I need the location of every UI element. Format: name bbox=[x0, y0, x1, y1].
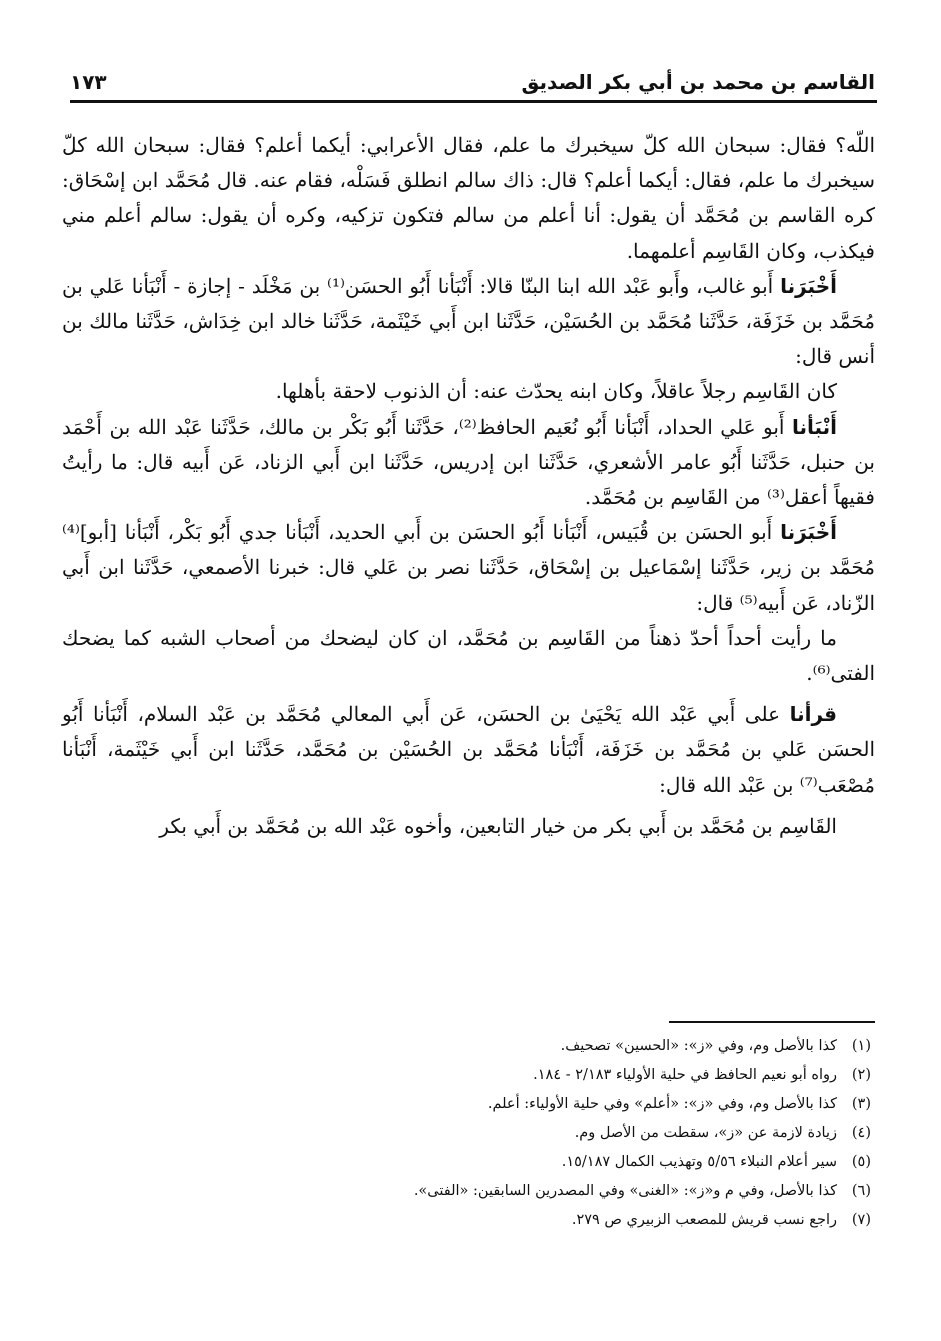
paragraph-8 bbox=[62, 809, 875, 844]
footnote-number: (٥) bbox=[851, 1154, 871, 1170]
paragraph-4 bbox=[62, 410, 875, 516]
paragraph-text: كان القَاسِم رجلاً عاقلاً، وكان ابنه يحدّث عنه: أن الذنوب لاحقة بأهلها. bbox=[275, 379, 837, 404]
paragraph-1 bbox=[62, 128, 875, 269]
page-number: ١٧٣ bbox=[70, 70, 107, 94]
footnote-text: كذا بالأصل، وفي م و«ز»: «الغنى» وفي المصدرين السابقين: «الفتى». bbox=[413, 1183, 837, 1199]
paragraph-text: أَبو عَلي الحداد، أَنْبَأنا أَبُو نُعَيم الحافظ⁽²⁾، حَدَّثَنا أَبُو بَكْر بن مالك، حَدَّثَنا عَبْد الله بن أَحْمَد بن حنبل، حَدَّثَنا أَبُو عامر الأشعري، حَدَّثَنا ابن إدريس، حَدَّثَنا ابن أَبي الزناد، عَن أَبيه قال: ما رأيتُ فقيهاً أعقل⁽³⁾ من القَاسِم بن مُحَمَّد. bbox=[62, 414, 875, 510]
paragraph-text: على أَبي عَبْد الله يَحْيَىٰ بن الحسَن، عَن أَبي المعالي مُحَمَّد بن عَبْد السلام، أَنْبَأنا أَبُو الحسَن عَلي بن مُحَمَّد بن خَزَفَة، أَنْبَأنا مُحَمَّد بن الحُسَيْن بن مُحَمَّد، حَدَّثَنا ابن أَبي خَيْثَمة، أَنْبَأنا مُصْعَب⁽⁷⁾ بن عَبْد الله قال: bbox=[62, 702, 875, 797]
footnote-5 bbox=[66, 1148, 871, 1177]
footnote-number: (٣) bbox=[851, 1096, 871, 1112]
footnote-6 bbox=[66, 1177, 871, 1206]
paragraph-2 bbox=[62, 269, 875, 375]
footnote-number: (٢) bbox=[851, 1067, 871, 1083]
footnote-number: (٦) bbox=[851, 1183, 871, 1199]
paragraph-text: القَاسِم بن مُحَمَّد بن أَبي بكر من خيار التابعين، وأخوه عَبْد الله بن مُحَمَّد بن أَبي بكر bbox=[159, 813, 837, 838]
paragraph-text: أَبو الحسَن بن قُبَيس، أَنْبَأنا أَبُو الحسَن بن أَبي الحديد، أَنْبَأنا جدي أَبُو بَكْر، أَنْبَأنا [أبو]⁽⁴⁾ مُحَمَّد بن زير، حَدَّثَنا إسْمَاعيل بن إسْحَاق، حَدَّثَنا نصر بن عَلي قال: خبرنا الأصمعي، حَدَّثَنا ابن أَبي الزّناد، عَن أَبيه⁽⁵⁾ قال: bbox=[62, 520, 875, 615]
footnote-rule bbox=[669, 1021, 875, 1023]
header-rule bbox=[70, 100, 877, 103]
footnote-3 bbox=[66, 1090, 871, 1119]
footnote-text: كذا بالأصل وم، وفي «ز»: «أعلم» وفي حلية الأولياء: أعلم. bbox=[487, 1096, 837, 1112]
paragraph-3 bbox=[62, 374, 875, 409]
running-title: القاسم بن محمد بن أبي بكر الصديق bbox=[521, 70, 875, 94]
footnote-number: (٤) bbox=[851, 1125, 871, 1141]
paragraph-text: ما رأيت أحداً أحدّ ذهناً من القَاسِم بن مُحَمَّد، ان كان ليضحك من أصحاب الشبه كما يضحك الفتى⁽⁶⁾. bbox=[62, 625, 875, 686]
footnote-text: زيادة لازمة عن «ز»، سقطت من الأصل وم. bbox=[574, 1125, 837, 1141]
running-head bbox=[70, 60, 875, 94]
paragraph-lead: أَنْبَأنا bbox=[791, 414, 838, 439]
footnote-1 bbox=[66, 1032, 871, 1061]
footnote-text: راجع نسب قريش للمصعب الزبيري ص ٢٧٩. bbox=[571, 1212, 837, 1228]
footnote-7 bbox=[66, 1206, 871, 1235]
footnote-text: سير أعلام النبلاء ٥/٥٦ وتهذيب الكمال ١٥/١٨٧. bbox=[561, 1154, 837, 1170]
footnote-4 bbox=[66, 1119, 871, 1148]
paragraph-text: اللّه؟ فقال: سبحان الله كلّ سيخبرك ما علم، فقال الأعرابي: أيكما أعلم؟ فقال: سبحان الله كلّ سيخبرك ما علم، فقال: أيكما أعلم؟ قال: ذاك سالم انطلق فَسَلْه، فقام عنه. قال مُحَمَّد ابن إسْحَاق: كره القاسم بن مُحَمَّد أن يقول: أنا أعلم من سالم فتكون تزكيه، وكره أن يقول: سالم أعلم مني فيكذب، وكان القَاسِم أعلمهما. bbox=[62, 133, 875, 263]
footnote-text: كذا بالأصل وم، وفي «ز»: «الحسين» تصحيف. bbox=[560, 1038, 837, 1054]
paragraph-lead: أَخْبَرَنا bbox=[780, 520, 837, 545]
footnotes bbox=[66, 1032, 871, 1235]
paragraph-lead: قرأنا bbox=[789, 702, 837, 727]
paragraph-7 bbox=[62, 697, 875, 803]
footnote-number: (٧) bbox=[851, 1212, 871, 1228]
paragraph-text: أَبو غالب، وأَبو عَبْد الله ابنا البنّا قالا: أَنْبَأنا أَبُو الحسَن⁽¹⁾ بن مَخْلَد - إجازة - أَنْبَأنا عَلي بن مُحَمَّد بن خَزَفَة، حَدَّثَنا مُحَمَّد بن الحُسَيْن، حَدَّثَنا ابن أَبي خَيْثَمة، حَدَّثَنا خالد ابن خِدَاش، حَدَّثَنا مالك بن أنس قال: bbox=[62, 273, 875, 369]
body-text bbox=[62, 128, 875, 844]
footnote-text: رواه أبو نعيم الحافظ في حلية الأولياء ٢/١٨٣ - ١٨٤. bbox=[533, 1067, 837, 1083]
paragraph-lead: أَخْبَرَنا bbox=[780, 273, 837, 298]
footnote-2 bbox=[66, 1061, 871, 1090]
footnote-number: (١) bbox=[851, 1038, 871, 1054]
paragraph-5 bbox=[62, 515, 875, 621]
paragraph-6 bbox=[62, 621, 875, 691]
